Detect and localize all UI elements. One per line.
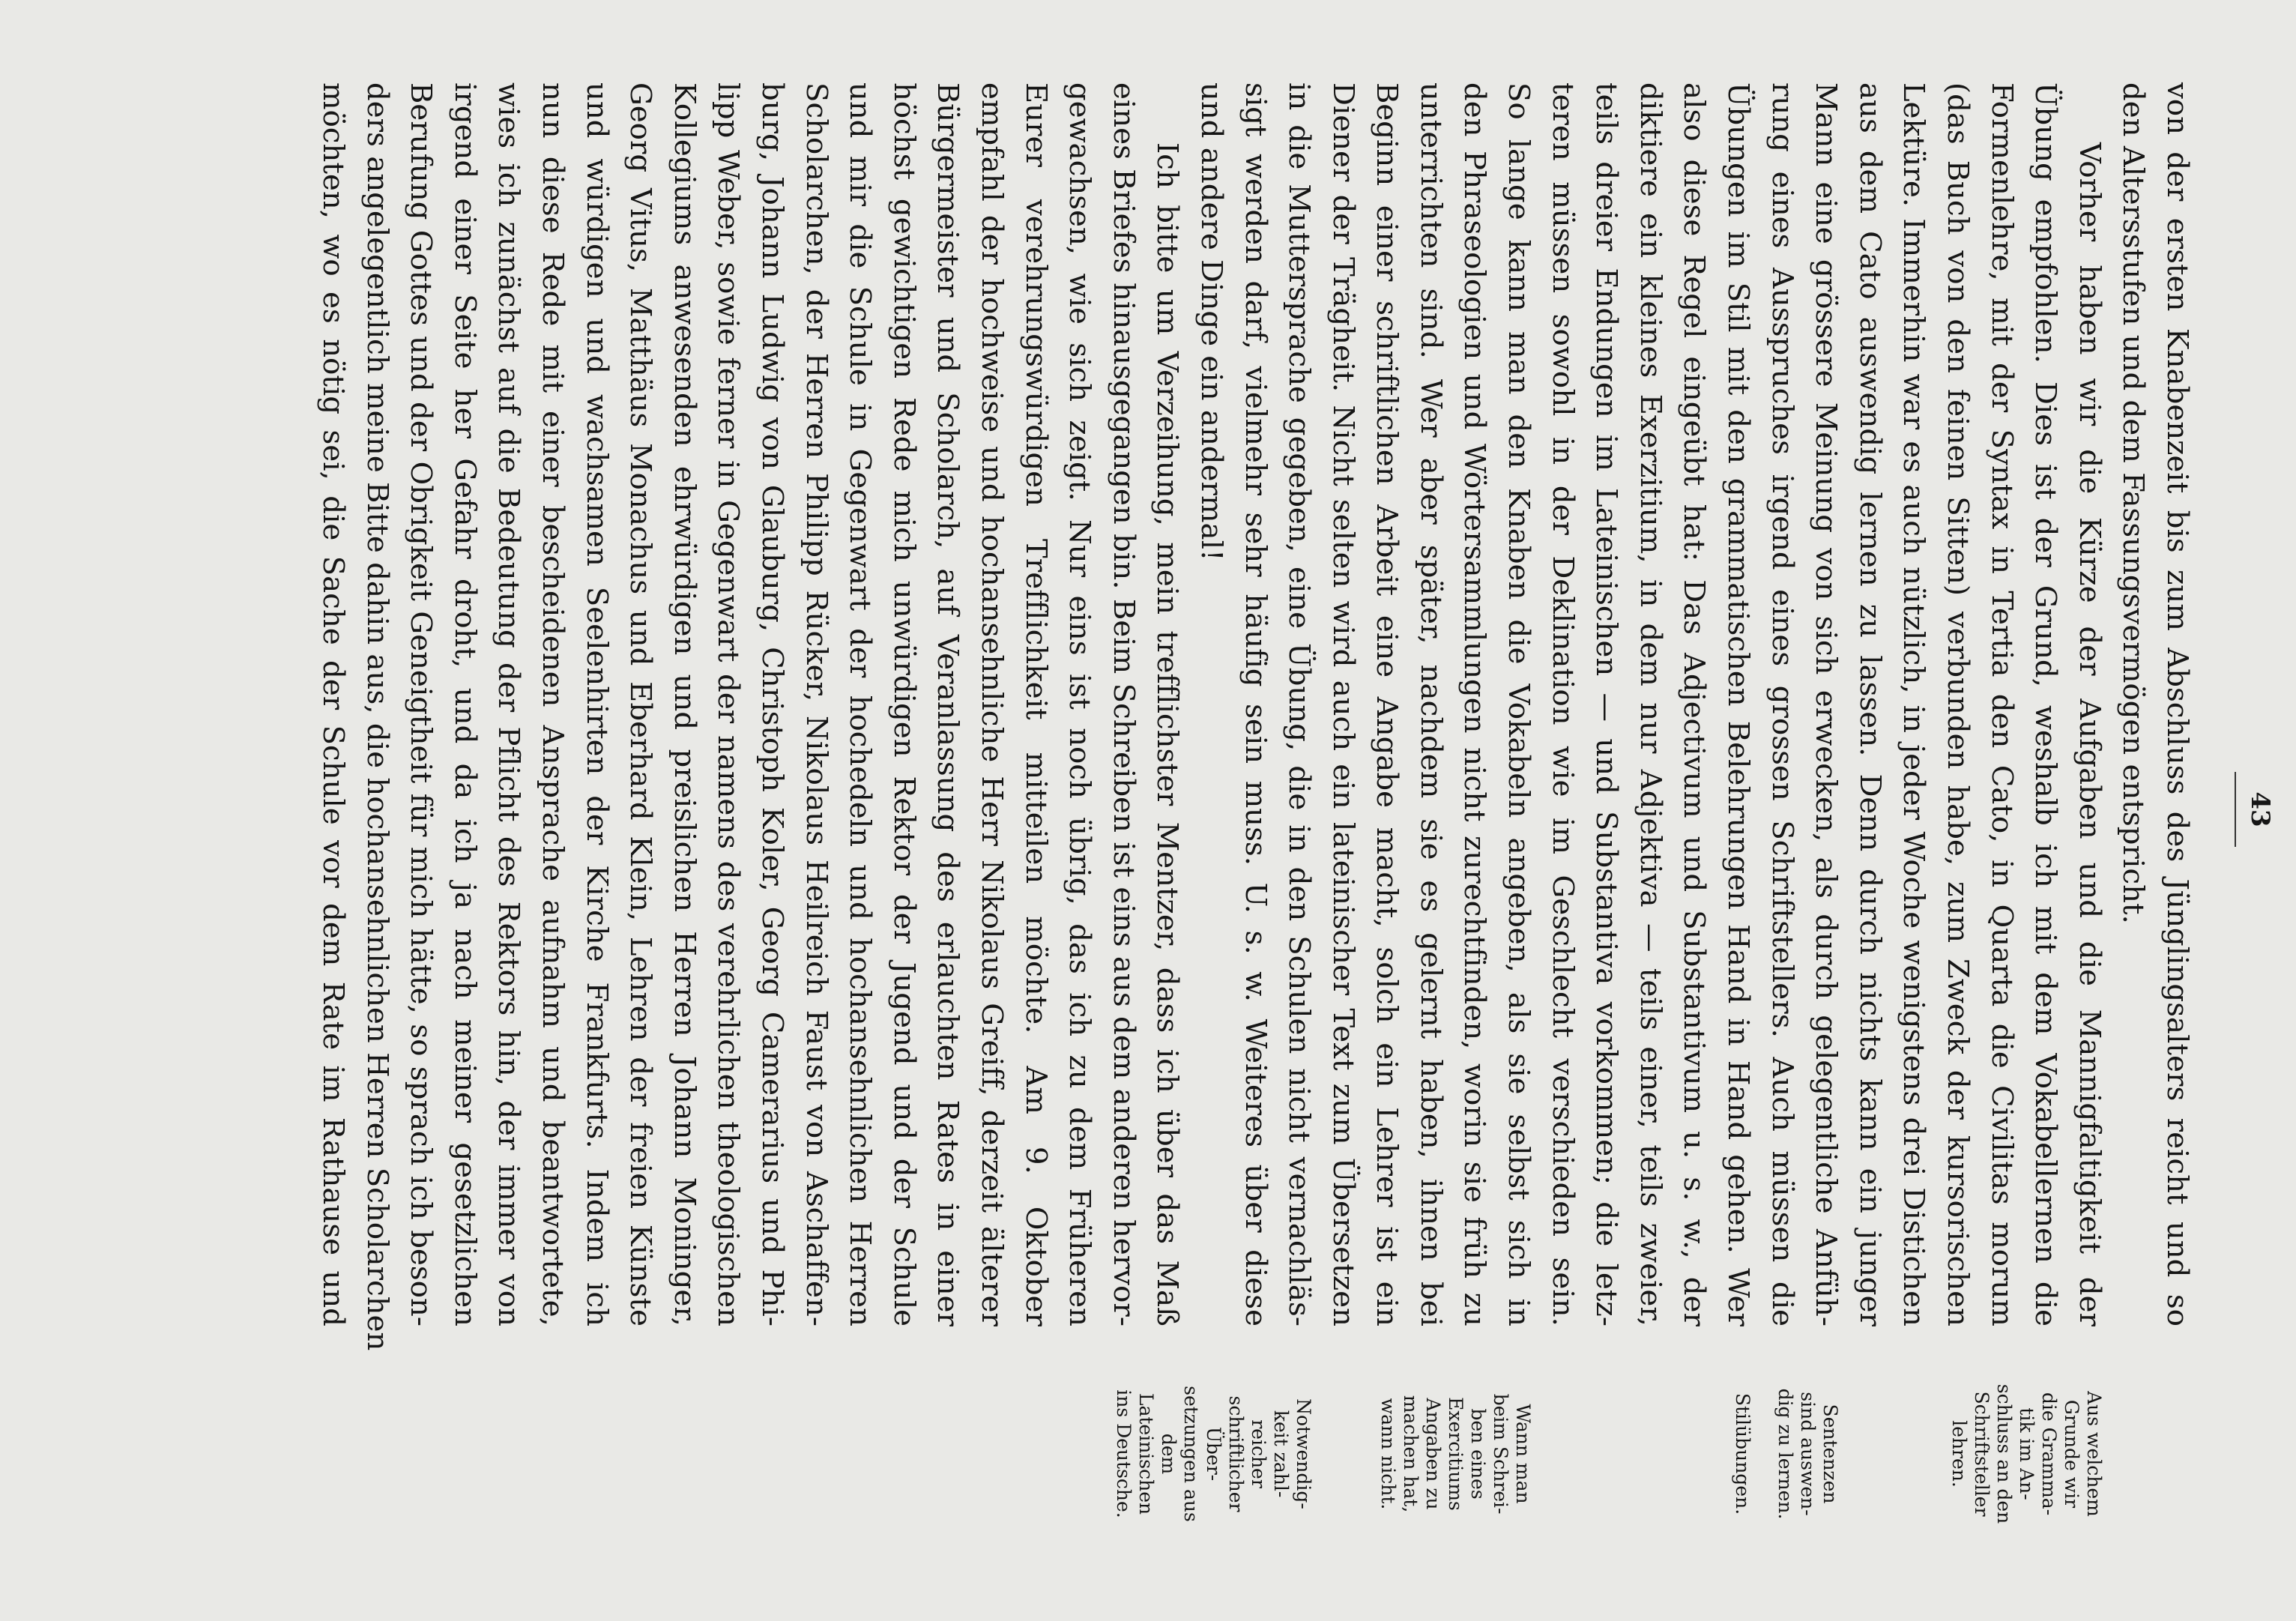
rotated-book-page xyxy=(210,0,2296,1621)
text-line: unterrichten sind. Wer aber später, nachdem sie es gelernt haben, ihnen bei xyxy=(1413,82,1448,1326)
margin-note xyxy=(1112,1341,1314,1566)
margin-note-line: ben eines xyxy=(1467,1408,1489,1500)
text-line: Mann eine grössere Meinung von sich erwecken, als durch gelegentliche Anfüh- xyxy=(1809,82,1843,1326)
margin-note-line: ins Deutsche. xyxy=(1113,1389,1135,1518)
text-line: irgend einer Seite her Gefahr droht, und da ich ja nach meiner gesetzlichen xyxy=(447,82,482,1326)
page-number: 43 xyxy=(2245,791,2275,827)
text-line: sigt werden darf, vielmehr sehr häufig sein muss. U. s. w. Weiteres über diese xyxy=(1238,82,1272,1326)
margin-note-line: Wann man xyxy=(1512,1404,1534,1504)
margin-note-line: dig zu lernen. xyxy=(1774,1388,1797,1520)
margin-note-line: lehren. xyxy=(1948,1420,1970,1488)
margin-note-line: wann nicht. xyxy=(1377,1398,1399,1510)
text-line: und mir die Schule in Gegenwart der hochedeln und hochansehnlichen Herren xyxy=(843,82,877,1326)
margin-note xyxy=(1731,1341,1753,1566)
text-line: den Phraseologien und Wörtersammlungen nicht zurechtfinden, worin sie früh zu xyxy=(1457,82,1492,1326)
text-line: Formenlehre, mit der Syntax in Tertia den Cato, in Quarta die Civilitas morum xyxy=(1984,82,2019,1326)
text-line: (das Buch von den feinen Sitten) verbunden habe, zum Zweck der kursorischen xyxy=(1941,82,1975,1326)
margin-note-line: Angaben zu xyxy=(1422,1398,1444,1510)
text-line: Scholarchen, der Herren Philipp Rücker, Nikolaus Heilreich Faust von Aschaffen- xyxy=(799,82,833,1326)
text-line: Vorher haben wir die Kürze der Aufgaben und die Mannigfaltigkeit der xyxy=(2072,142,2106,1326)
text-line: Eurer verehrungswürdigen Trefflichkeit mitteilen möchte. Am 9. Oktober xyxy=(1018,82,1053,1326)
margin-note xyxy=(1948,1341,2105,1566)
margin-note-line: die Gramma- xyxy=(2037,1392,2060,1516)
page-number-ornament xyxy=(2235,772,2236,847)
margin-note-line: setzungen aus xyxy=(1180,1386,1202,1522)
margin-note-line: Lateinischen xyxy=(1135,1392,1157,1515)
text-line: in die Muttersprache gegeben, eine Übung, die in den Schulen nicht vernachläs- xyxy=(1282,82,1317,1326)
text-line: und andere Dinge ein andermal! xyxy=(1194,82,1228,561)
margin-note-line: Über- xyxy=(1203,1426,1224,1482)
margin-note-line: beim Schrei- xyxy=(1490,1393,1511,1515)
text-line: ders angelegentlich meine Bitte dahin aus, die hochansehnlichen Herren Scholarchen xyxy=(360,82,394,1351)
text-line: rung eines Ausspruches irgend eines grossen Schriftstellers. Auch müssen die xyxy=(1765,82,1799,1326)
margin-note-line: Exercitiums xyxy=(1445,1397,1466,1511)
text-line: burg, Johann Ludwig von Glauburg, Christoph Koler, Georg Camerarius und Phi- xyxy=(755,82,789,1326)
text-line: Bürgermeister und Scholarch, auf Veranlassung des erlauchten Rates in einer xyxy=(931,82,965,1326)
text-line: Berufung Gottes und der Obrigkeit Geneigtheit für mich hätte, so sprach ich beson- xyxy=(404,82,438,1326)
text-line: Ich bitte um Verzeihung, mein trefflichster Mentzer, dass ich über das Maß xyxy=(1150,142,1185,1326)
margin-note xyxy=(1774,1341,1841,1566)
text-line: Kollegiums anwesenden ehrwürdigen und preislichen Herren Johann Moninger, xyxy=(667,82,701,1326)
margin-note-line: reicher xyxy=(1248,1419,1269,1488)
margin-note-line: Aus welchem xyxy=(2082,1391,2105,1517)
margin-note-line: machen hat, xyxy=(1400,1395,1422,1513)
text-line: Diener der Trägheit. Nicht selten wird auch ein lateinischer Text zum Übersetzen xyxy=(1326,82,1360,1326)
text-line: lipp Weber, sowie ferner in Gegenwart der namens des verehrlichen theologischen xyxy=(711,82,746,1326)
text-line: Lektüre. Immerhin war es auch nützlich, in jeder Woche wenigstens drei Distichen xyxy=(1897,82,1931,1326)
text-line: wies ich zunächst auf die Bedeutung der Pflicht des Rektors hin, der immer von xyxy=(492,82,526,1326)
margin-note-line: schluss an den xyxy=(1993,1383,2015,1524)
text-line: höchst gewichtigen Rede mich unwürdigen Rektor der Jugend und der Schule xyxy=(886,82,921,1326)
margin-note-line: Sentenzen xyxy=(1819,1404,1842,1504)
margin-note-line: Grunde wir xyxy=(2060,1399,2082,1509)
text-line: gewachsen, wie sich zeigt. Nur eins ist noch übrig, das ich zu dem Früheren xyxy=(1063,82,1097,1326)
text-line: von der ersten Knabenzeit bis zum Abschluss des Jünglingsalters reicht und so xyxy=(2160,82,2194,1326)
text-line: möchten, wo es nötig sei, die Sache der Schule vor dem Rate im Rathause und xyxy=(316,82,351,1326)
text-line: Beginn einer schriftlichen Arbeit eine Angabe macht, solch ein Lehrer ist ein xyxy=(1370,82,1404,1326)
text-line: Übungen im Stil mit den grammatischen Belehrungen Hand in Hand gehen. Wer xyxy=(1721,82,1756,1326)
text-line: Übung empfohlen. Dies ist der Grund, weshalb ich mit dem Vokabellernen die xyxy=(2028,82,2063,1326)
text-line: teren müssen sowohl in der Deklination wie im Geschlecht verschieden sein. xyxy=(1545,82,1580,1326)
text-line: nun diese Rede mit einer bescheidenen Ansprache aufnahm und beantwortete, xyxy=(536,82,570,1326)
margin-note-line: tik im An- xyxy=(2015,1407,2037,1500)
margin-note-line: Schriftsteller xyxy=(1970,1391,1993,1517)
text-line: also diese Regel eingeübt hat: Das Adjectivum und Substantivum u. s. w., der xyxy=(1677,82,1712,1326)
margin-note-line: keit zahl- xyxy=(1270,1410,1292,1498)
margin-note-line: dem xyxy=(1158,1433,1179,1475)
text-line: Georg Vitus, Matthäus Monachus und Eberhard Klein, Lehren der freien Künste xyxy=(623,82,658,1326)
margin-note-line: Stilübungen. xyxy=(1732,1392,1753,1515)
margin-note-line: schriftlicher xyxy=(1225,1395,1247,1512)
margin-note-line: sind auswen- xyxy=(1797,1392,1819,1516)
text-line: eines Briefes hinausgegangen bin. Beim Schreiben ist eins aus dem anderen hervor- xyxy=(1106,82,1141,1326)
text-line: diktiere ein kleines Exerzitium, in dem nur Adjektiva — teils einer, teils zweier, xyxy=(1633,82,1667,1326)
text-line: und würdigen und wachsamen Seelenhirten der Kirche Frankfurts. Indem ich xyxy=(579,82,614,1326)
margin-note xyxy=(1377,1341,1534,1566)
margin-note-line: Notwendig- xyxy=(1293,1398,1314,1509)
text-line: empfahl der hochweise und hochansehnliche Herr Nikolaus Greiff, derzeit älterer xyxy=(974,82,1009,1326)
body-text xyxy=(310,82,2199,1351)
text-line: teils dreier Endungen im Lateinischen — und Substantiva vorkommen; die letz- xyxy=(1589,82,1624,1326)
text-line: aus dem Cato auswendig lernen zu lassen. Denn durch nichts kann ein junger xyxy=(1852,82,1887,1326)
text-line: So lange kann man den Knaben die Vokabeln angeben, als sie selbst sich in xyxy=(1502,82,1536,1326)
text-line: den Altersstufen und dem Fassungsvermögen entspricht. xyxy=(2116,82,2151,924)
